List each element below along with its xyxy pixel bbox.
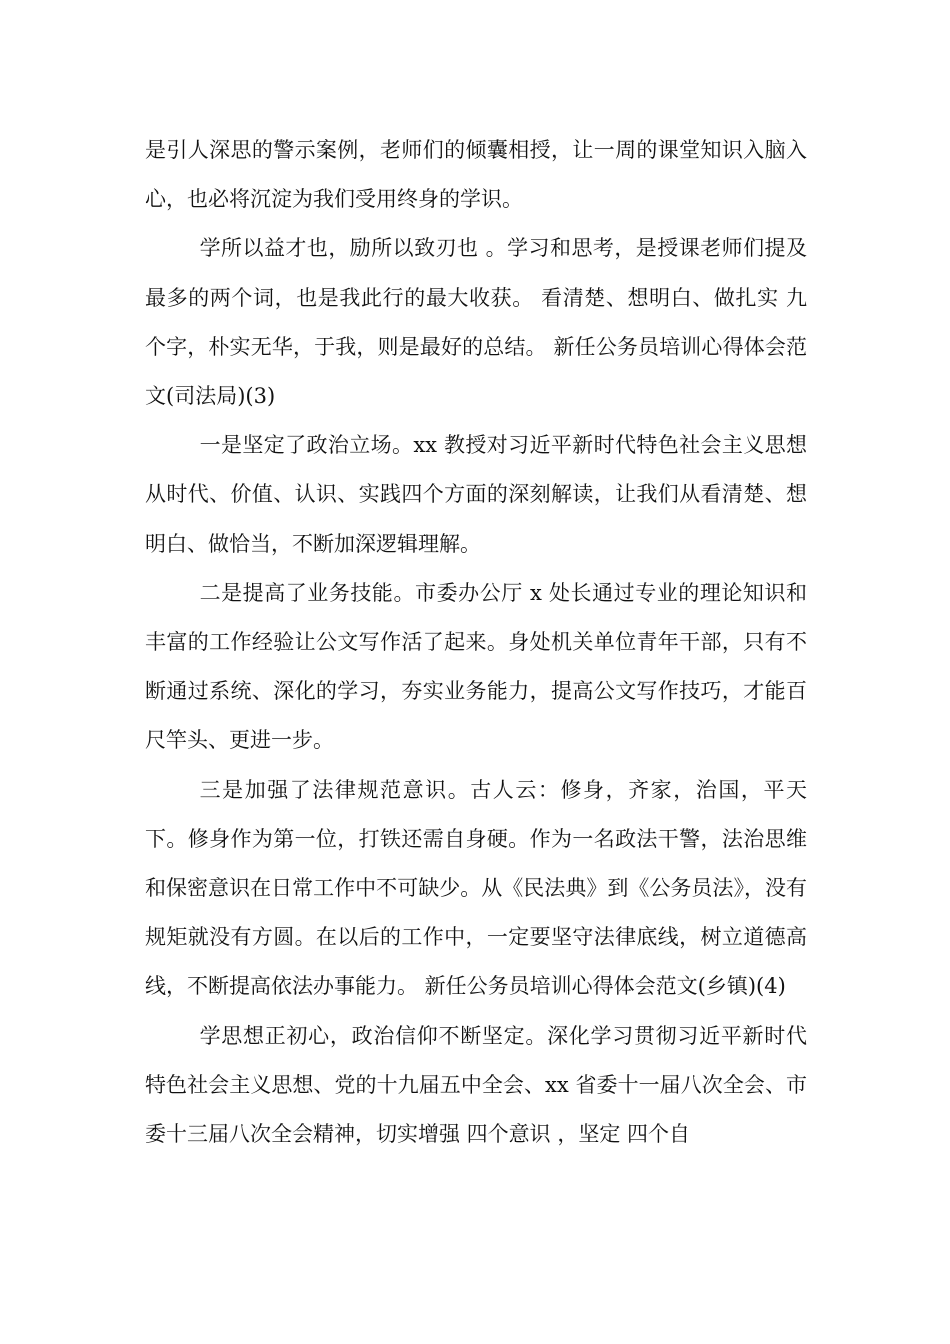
paragraph-2: 学所以益才也，励所以致刃也 。学习和思考，是授课老师们提及最多的两个词，也是我此行的最大收获。 看清楚、想明白、做扎实 九个字，朴实无华，于我，则是最好的总结。 新任公务员培训心得体会范文(司法局)(3) (145, 236, 807, 409)
paragraph-3: 一是坚定了政治立场。xx 教授对习近平新时代特色社会主义思想从时代、价值、认识、实践四个方面的深刻解读，让我们从看清楚、想明白、做恰当，不断加深逻辑理解。 (145, 433, 807, 556)
paragraph-4: 二是提高了业务技能。市委办公厅 x 处长通过专业的理论知识和丰富的工作经验让公文写作活了起来。身处机关单位青年干部，只有不断通过系统、深化的学习，夯实业务能力，提高公文写作技巧，才能百尺竿头、更进一步。 (145, 580, 807, 753)
document-body (145, 126, 807, 1159)
paragraph-1: 是引人深思的警示案例，老师们的倾囊相授，让一周的课堂知识入脑入心，也必将沉淀为我们受用终身的学识。 (145, 138, 807, 212)
paragraph-6: 学思想正初心，政治信仰不断坚定。深化学习贯彻习近平新时代特色社会主义思想、党的十九届五中全会、xx 省委十一届八次全会、市委十三届八次全会精神，切实增强 四个意识 ，坚定 四个自 (145, 1023, 807, 1147)
paragraph-5: 三是加强了法律规范意识。古人云：修身，齐家，治国，平天下。修身作为第一位，打铁还需自身硬。作为一名政法干警，法治思维和保密意识在日常工作中不可缺少。从《民法典》到《公务员法》，没有规矩就没有方圆。在以后的工作中，一定要坚守法律底线，树立道德高线，不断提高依法办事能力。 新任公务员培训心得体会范文(乡镇)(4) (145, 777, 807, 999)
